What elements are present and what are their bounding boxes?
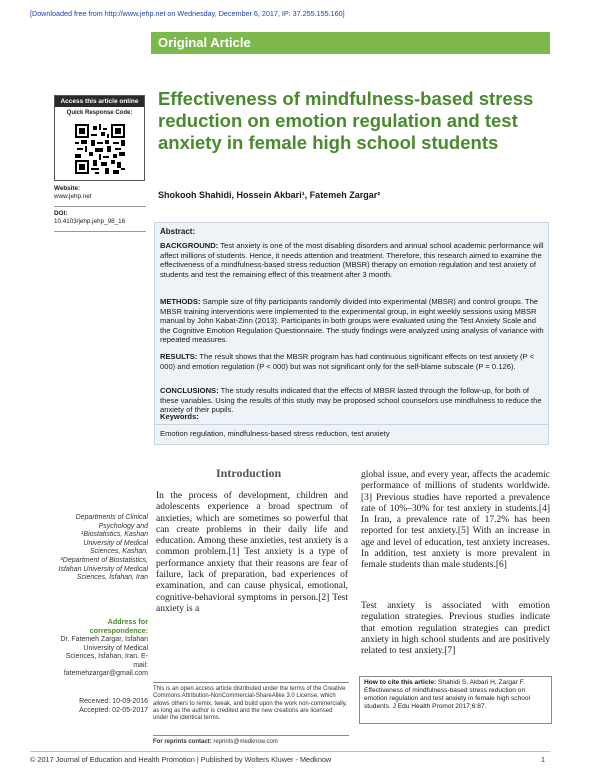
results-text: The result shows that the MBSR program has had continuous significant effects on test anxiety (P < 000) and emotion regulation (P < 000) but was not significant only for the self-blame subscale (P = 0.126). [160,352,535,371]
received-date: Received: 10-09-2016 [79,698,148,705]
keywords-label: Keywords: [160,412,199,421]
doi-block [54,210,146,226]
intro-column-2-para-2: Test anxiety is associated with emotion regulation strategies. Previous studies indicate that emotion regulation strategies can predict anxiety in high school students and are positively related to test anxiety.[7] [361,601,550,657]
download-note: [Downloaded free from http://www.jehp.net on Wednesday, December 6, 2017, IP: 37.255.155.160] [30,9,345,18]
article-type-band [151,32,550,54]
abstract-results [160,352,544,371]
footer-journal: © 2017 Journal of Education and Health Promotion | Published by Wolters Kluwer - Medknow [30,755,332,764]
abstract-background [160,241,544,279]
doi-label: DOI: [54,210,68,217]
website-block [54,185,146,201]
website-link[interactable]: www.jehp.net [54,193,92,200]
correspondence-heading: Address for correspondence: [89,617,148,635]
accepted-date: Accepted: 02-05-2017 [79,706,148,714]
background-label: BACKGROUND: [160,241,219,250]
submission-dates [58,698,148,715]
website-label: Website: [54,185,81,192]
methods-text: Sample size of fifty participants randomly divided into experimental (MBSR) and control groups. The MBSR training interventions were implemented to the experimental group, in eight weekly sessions using MBSR manual by John Kabat-Zinn (2013). Participants in both groups were evaluated using the Test Anxiety Scale and the Cognitive Emotion Regulation Questionnaire. The study findings were analyzed using analysis of variance with repeated measures. [160,297,544,345]
keywords-divider [155,424,548,425]
sidebar-divider [54,206,146,207]
page-number: 1 [541,755,546,764]
keywords-text: Emotion regulation, mindfulness-based stress reduction, test anxiety [160,429,390,438]
abstract-conclusions [160,386,544,415]
qr-label: Quick Response Code: [66,110,133,116]
methods-label: METHODS: [160,297,201,306]
introduction-heading: Introduction [216,466,282,480]
cite-label: How to cite this article: [364,679,437,686]
access-online-box [54,95,145,181]
keywords-heading-row [160,412,544,422]
correspondence-details: Dr. Fatemeh Zargar, Isfahan University of Medical Sciences, Isfahan, Iran. E-mail: fatemehzargar@gmail.com [60,636,148,678]
access-header: Access this article online [55,96,144,107]
reprints-email[interactable]: reprints@medknow.com [213,739,278,745]
intro-column-2-para-1: global issue, and every year, affects the academic performance of millions of students worldwide.[3] Previous studies have reported a prevalence rate of 10%–30% for test anxiety in students.[4] In Iran, a prevalence rate of 17.2% has been reported for test anxiety.[5] With an increase in age and level of education, test anxiety increases. In addition, test anxiety is more prevalent in female students than male students.[6] [361,470,550,571]
reprints-contact [153,735,349,745]
abstract-methods [160,297,544,345]
intro-column-1: In the process of development, children and adolescents experience a broad spectrum of anxieties, which are sometimes so powerful that can create problems in their daily life and education. Among these anxieties, test anxiety is a common problem.[1] Test anxiety is a type of performance anxiety that their reasons are fear of failure, lack of preparation, bad experiences of examination, and can cause physical, emotional, cognitive-behavioral symptoms in person.[2] Test anxiety is a [156,491,348,614]
results-label: RESULTS: [160,352,198,361]
abstract-heading: Abstract: [160,227,196,236]
conclusions-label: CONCLUSIONS: [160,386,219,395]
sidebar-divider [54,231,146,232]
author-affiliations: Departments of Clinical Psychology and ¹Biostatistics, Kashan University of Medical Sciences, Kashan, ²Department of Biostatistics, Isfahan University of Medical Sciences, Isfahan, Iran [58,514,148,582]
reprints-label: For reprints contact: [153,739,212,745]
abstract-box [154,222,549,445]
how-to-cite-box [359,676,552,724]
doi-link[interactable]: 10.4103/jehp.jehp_98_16 [54,218,126,225]
background-text: Test anxiety is one of the most disabling disorders and annual school academic performance will affect millions of students. Hence, it needs attention and treatment. Therefore, this research aimed to examine the effectiveness of a mindfulness-based stress reduction (MBSR) therapy on emotion regulation and test anxiety of students and test the remaining effect of this treatment after 3 month. [160,241,544,279]
qr-code-icon[interactable] [75,124,125,174]
cite-text: Shahidi S, Akbari H, Zargar F. Effectiveness of mindfulness-based stress reduction on emotion regulation and test anxiety in female high school students. J Edu Health Promot 2017;6:87. [364,679,531,711]
author-list: Shokooh Shahidi, Hossein Akbari¹, Fatemeh Zargar² [158,190,381,200]
footer-divider [30,751,550,752]
conclusions-text: The study results indicated that the effects of MBSR lasted through the follow-up, for both of these variables. Using the results of this study may be proposed school counselors use mindfulness to reduce the anxiety of their pupils. [160,386,542,415]
article-type-label: Original Article [158,35,251,50]
article-title: Effectiveness of mindfulness-based stress reduction on emotion regulation and test anxiety in female high school students [158,88,534,153]
open-access-note: This is an open access article distributed under the terms of the Creative Commons Attribution-NonCommercial-ShareAlike 3.0 License, which allows others to remix, tweak, and build upon the work non-commercially, as long as the author is credited and the new creations are licensed under the identical terms. [153,682,349,722]
